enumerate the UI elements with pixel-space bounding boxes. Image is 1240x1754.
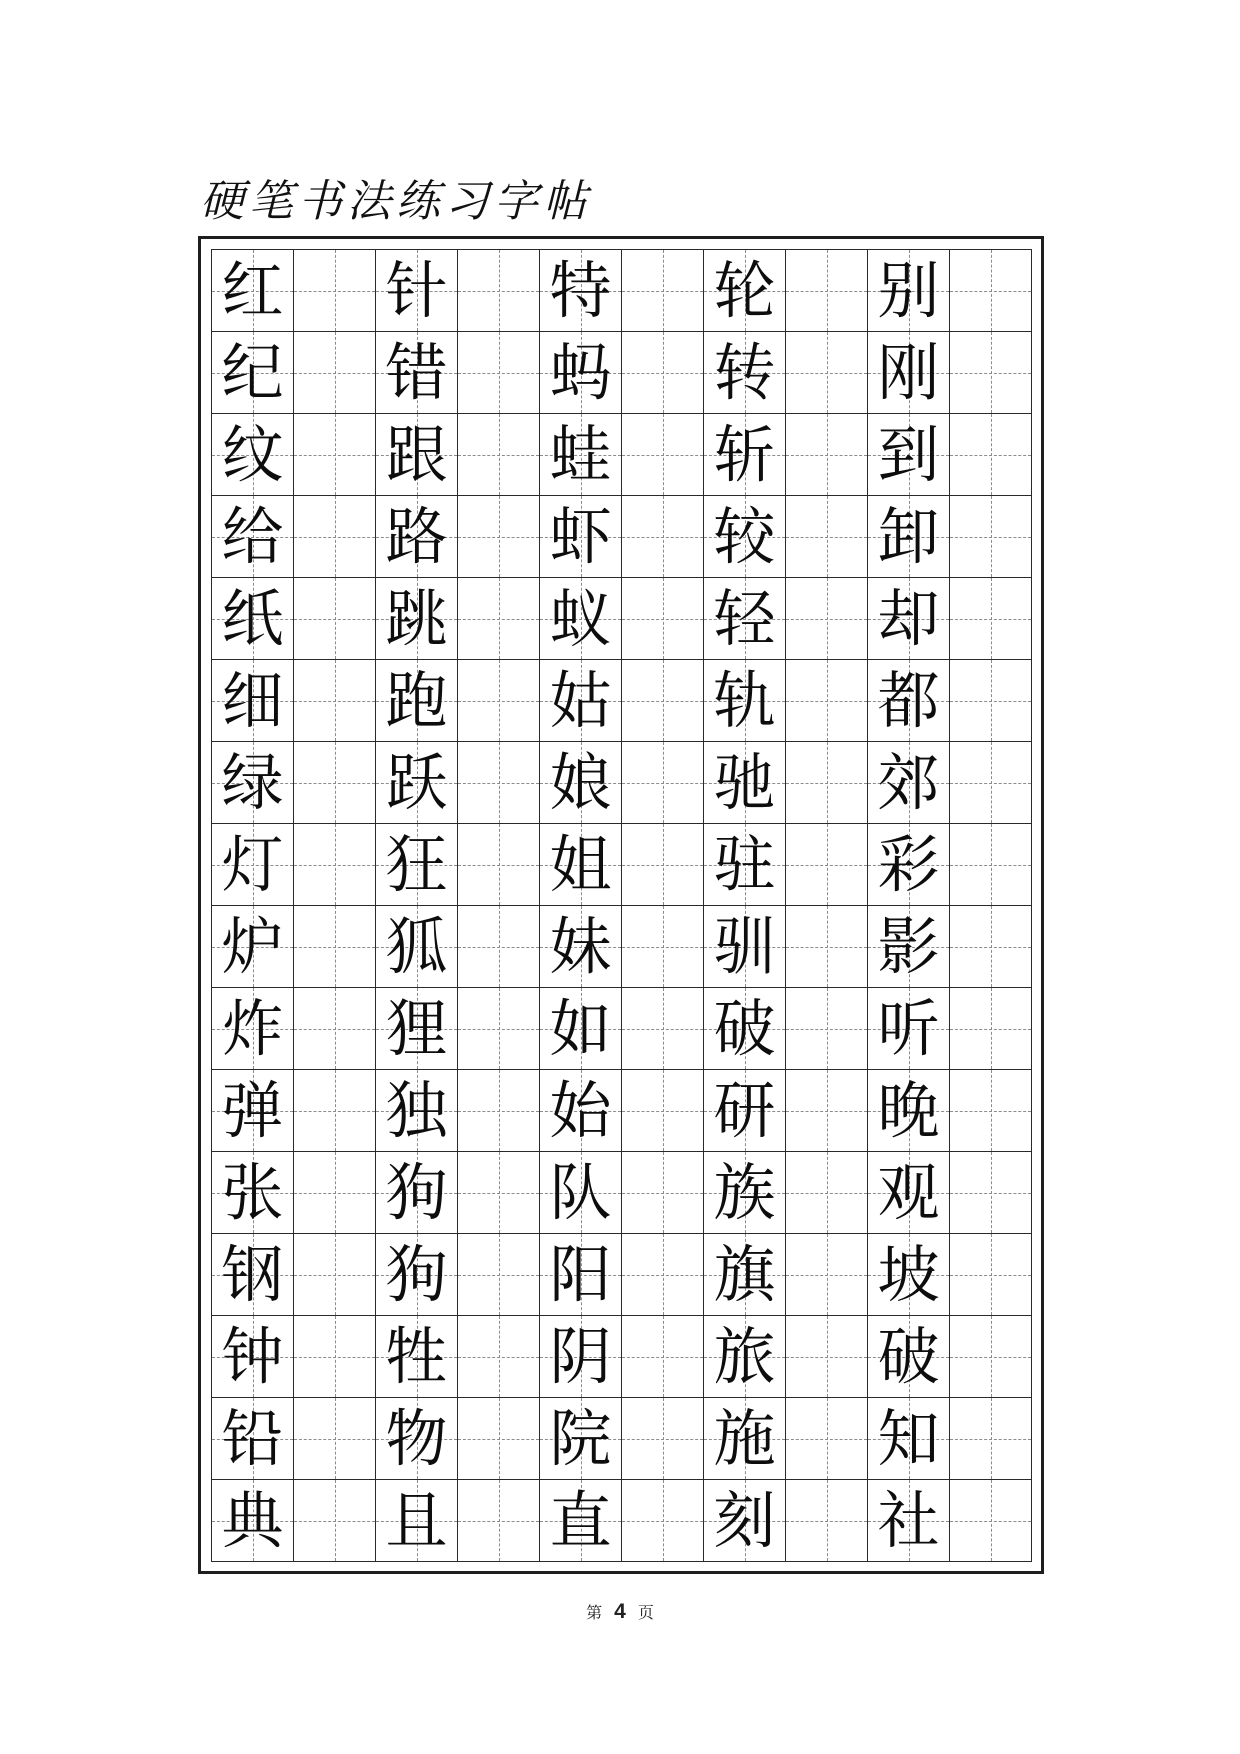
practice-cell xyxy=(786,660,868,742)
character-cell xyxy=(376,1070,458,1152)
model-character: 斩 xyxy=(713,417,776,491)
character-cell xyxy=(376,1480,458,1562)
practice-cell xyxy=(458,1152,540,1234)
model-character: 独 xyxy=(385,1073,448,1147)
practice-cell xyxy=(622,906,704,988)
practice-cell xyxy=(622,742,704,824)
practice-cell xyxy=(786,414,868,496)
character-cell xyxy=(376,1152,458,1234)
model-character: 刚 xyxy=(877,335,940,409)
practice-cell xyxy=(622,578,704,660)
practice-cell xyxy=(294,496,376,578)
practice-cell xyxy=(294,660,376,742)
character-cell xyxy=(868,742,950,824)
practice-cell xyxy=(950,742,1032,824)
practice-cell xyxy=(294,250,376,332)
model-character: 狸 xyxy=(385,991,448,1065)
page-number-prefix: 第 xyxy=(586,1603,603,1622)
model-character: 细 xyxy=(221,663,284,737)
character-cell xyxy=(868,578,950,660)
model-character: 错 xyxy=(385,335,448,409)
model-character: 刻 xyxy=(713,1483,776,1557)
model-character: 到 xyxy=(877,417,940,491)
practice-cell xyxy=(622,414,704,496)
character-cell xyxy=(868,496,950,578)
model-character: 姑 xyxy=(549,663,612,737)
practice-cell xyxy=(458,250,540,332)
practice-cell xyxy=(458,660,540,742)
model-character: 轻 xyxy=(713,581,776,655)
character-cell xyxy=(376,578,458,660)
practice-cell xyxy=(622,988,704,1070)
character-cell xyxy=(704,578,786,660)
character-cell xyxy=(376,906,458,988)
practice-cell xyxy=(950,1070,1032,1152)
practice-cell xyxy=(786,332,868,414)
model-character: 虾 xyxy=(549,499,612,573)
model-character: 驯 xyxy=(713,909,776,983)
page-number-suffix: 页 xyxy=(637,1603,654,1622)
model-character: 蚁 xyxy=(549,581,612,655)
model-character: 直 xyxy=(549,1483,612,1557)
model-character: 狗 xyxy=(385,1237,448,1311)
character-cell xyxy=(212,578,294,660)
practice-cell xyxy=(294,1070,376,1152)
character-cell xyxy=(212,906,294,988)
model-character: 炉 xyxy=(221,909,284,983)
character-cell xyxy=(540,332,622,414)
model-character: 狐 xyxy=(385,909,448,983)
character-cell xyxy=(704,742,786,824)
model-character: 施 xyxy=(713,1401,776,1475)
practice-cell xyxy=(458,578,540,660)
character-cell xyxy=(212,496,294,578)
model-character: 卸 xyxy=(877,499,940,573)
model-character: 听 xyxy=(877,991,940,1065)
practice-cell xyxy=(622,1480,704,1562)
character-cell xyxy=(540,250,622,332)
model-character: 转 xyxy=(713,335,776,409)
practice-cell xyxy=(458,1316,540,1398)
character-cell xyxy=(212,1480,294,1562)
practice-cell xyxy=(786,742,868,824)
model-character: 坡 xyxy=(877,1237,940,1311)
practice-cell xyxy=(786,906,868,988)
character-cell xyxy=(868,660,950,742)
model-character: 知 xyxy=(877,1401,940,1475)
practice-cell xyxy=(950,332,1032,414)
model-character: 影 xyxy=(877,909,940,983)
character-cell xyxy=(704,1398,786,1480)
model-character: 跳 xyxy=(385,581,448,655)
practice-cell xyxy=(294,578,376,660)
character-cell xyxy=(212,1316,294,1398)
character-cell xyxy=(704,1070,786,1152)
character-cell xyxy=(212,988,294,1070)
character-cell xyxy=(868,1234,950,1316)
model-character: 跟 xyxy=(385,417,448,491)
model-character: 妹 xyxy=(549,909,612,983)
page-number xyxy=(0,1600,1240,1624)
model-character: 阴 xyxy=(549,1319,612,1393)
model-character: 破 xyxy=(713,991,776,1065)
practice-cell xyxy=(786,1480,868,1562)
page-title: 硬笔书法练习字帖 xyxy=(200,176,592,227)
model-character: 钟 xyxy=(221,1319,284,1393)
practice-cell xyxy=(458,906,540,988)
practice-cell xyxy=(458,1070,540,1152)
character-cell xyxy=(540,1234,622,1316)
character-cell xyxy=(212,824,294,906)
character-cell xyxy=(868,1152,950,1234)
character-cell xyxy=(212,414,294,496)
practice-cell xyxy=(294,988,376,1070)
character-cell xyxy=(540,414,622,496)
practice-cell xyxy=(786,988,868,1070)
model-character: 且 xyxy=(385,1483,448,1557)
model-character: 却 xyxy=(877,581,940,655)
model-character: 路 xyxy=(385,499,448,573)
character-cell xyxy=(376,988,458,1070)
practice-cell xyxy=(786,824,868,906)
character-cell xyxy=(376,250,458,332)
practice-cell xyxy=(458,742,540,824)
character-cell xyxy=(376,496,458,578)
model-character: 牲 xyxy=(385,1319,448,1393)
character-cell xyxy=(704,1234,786,1316)
model-character: 炸 xyxy=(221,991,284,1065)
character-cell xyxy=(868,1480,950,1562)
character-cell xyxy=(704,1152,786,1234)
model-character: 物 xyxy=(385,1401,448,1475)
practice-cell xyxy=(294,824,376,906)
practice-cell xyxy=(294,742,376,824)
model-character: 弹 xyxy=(221,1073,284,1147)
practice-cell xyxy=(950,496,1032,578)
character-cell xyxy=(376,1234,458,1316)
model-character: 始 xyxy=(549,1073,612,1147)
character-cell xyxy=(540,988,622,1070)
practice-cell xyxy=(950,578,1032,660)
character-cell xyxy=(376,332,458,414)
model-character: 蚂 xyxy=(549,335,612,409)
character-cell xyxy=(868,906,950,988)
character-cell xyxy=(376,414,458,496)
model-character: 纸 xyxy=(221,581,284,655)
model-character: 郊 xyxy=(877,745,940,819)
model-character: 队 xyxy=(549,1155,612,1229)
practice-cell xyxy=(458,824,540,906)
character-cell xyxy=(868,1316,950,1398)
character-cell xyxy=(212,332,294,414)
model-character: 观 xyxy=(877,1155,940,1229)
model-character: 张 xyxy=(221,1155,284,1229)
model-character: 如 xyxy=(549,991,612,1065)
practice-cell xyxy=(622,332,704,414)
character-cell xyxy=(868,824,950,906)
character-cell xyxy=(540,1070,622,1152)
model-character: 驰 xyxy=(713,745,776,819)
character-cell xyxy=(868,1070,950,1152)
character-cell xyxy=(376,660,458,742)
character-cell xyxy=(540,906,622,988)
character-cell xyxy=(704,250,786,332)
model-character: 钢 xyxy=(221,1237,284,1311)
practice-cell xyxy=(458,1480,540,1562)
practice-grid xyxy=(211,249,1032,1562)
model-character: 彩 xyxy=(877,827,940,901)
practice-cell xyxy=(950,660,1032,742)
practice-cell xyxy=(950,1234,1032,1316)
model-character: 跑 xyxy=(385,663,448,737)
model-character: 姐 xyxy=(549,827,612,901)
character-cell xyxy=(704,1480,786,1562)
character-cell xyxy=(540,660,622,742)
model-character: 灯 xyxy=(221,827,284,901)
character-cell xyxy=(704,332,786,414)
practice-cell xyxy=(786,496,868,578)
model-character: 娘 xyxy=(549,745,612,819)
model-character: 破 xyxy=(877,1319,940,1393)
practice-cell xyxy=(294,1480,376,1562)
model-character: 跃 xyxy=(385,745,448,819)
character-cell xyxy=(540,742,622,824)
character-cell xyxy=(212,1234,294,1316)
practice-cell xyxy=(294,906,376,988)
character-cell xyxy=(540,578,622,660)
practice-cell xyxy=(294,414,376,496)
model-character: 狂 xyxy=(385,827,448,901)
practice-cell xyxy=(786,250,868,332)
character-cell xyxy=(376,1316,458,1398)
model-character: 族 xyxy=(713,1155,776,1229)
practice-cell xyxy=(458,332,540,414)
model-character: 给 xyxy=(221,499,284,573)
model-character: 红 xyxy=(221,253,284,327)
character-cell xyxy=(212,660,294,742)
model-character: 晚 xyxy=(877,1073,940,1147)
practice-cell xyxy=(786,1316,868,1398)
model-character: 特 xyxy=(549,253,612,327)
character-cell xyxy=(540,1398,622,1480)
character-cell xyxy=(540,496,622,578)
practice-cell xyxy=(622,1152,704,1234)
model-character: 铅 xyxy=(221,1401,284,1475)
model-character: 蛙 xyxy=(549,417,612,491)
practice-cell xyxy=(294,1398,376,1480)
practice-cell xyxy=(622,1234,704,1316)
practice-cell xyxy=(950,250,1032,332)
practice-cell xyxy=(622,496,704,578)
practice-cell xyxy=(458,496,540,578)
model-character: 都 xyxy=(877,663,940,737)
practice-cell xyxy=(950,824,1032,906)
character-cell xyxy=(212,250,294,332)
character-cell xyxy=(704,1316,786,1398)
character-cell xyxy=(704,988,786,1070)
model-character: 较 xyxy=(713,499,776,573)
practice-cell xyxy=(294,1152,376,1234)
model-character: 轮 xyxy=(713,253,776,327)
practice-cell xyxy=(294,1234,376,1316)
model-character: 典 xyxy=(221,1483,284,1557)
practice-cell xyxy=(622,824,704,906)
model-character: 社 xyxy=(877,1483,940,1557)
model-character: 旗 xyxy=(713,1237,776,1311)
character-cell xyxy=(540,824,622,906)
practice-cell xyxy=(950,414,1032,496)
character-cell xyxy=(868,414,950,496)
practice-cell xyxy=(294,332,376,414)
character-cell xyxy=(212,742,294,824)
character-cell xyxy=(376,1398,458,1480)
character-cell xyxy=(540,1480,622,1562)
character-cell xyxy=(212,1070,294,1152)
model-character: 别 xyxy=(877,253,940,327)
practice-cell xyxy=(786,1398,868,1480)
model-character: 院 xyxy=(549,1401,612,1475)
model-character: 纪 xyxy=(221,335,284,409)
character-cell xyxy=(704,414,786,496)
practice-cell xyxy=(458,988,540,1070)
practice-cell xyxy=(622,250,704,332)
practice-cell xyxy=(786,578,868,660)
model-character: 旅 xyxy=(713,1319,776,1393)
character-cell xyxy=(540,1316,622,1398)
character-cell xyxy=(868,988,950,1070)
character-cell xyxy=(868,250,950,332)
character-cell xyxy=(868,1398,950,1480)
character-cell xyxy=(868,332,950,414)
model-character: 针 xyxy=(385,253,448,327)
model-character: 驻 xyxy=(713,827,776,901)
practice-cell xyxy=(786,1152,868,1234)
practice-cell xyxy=(950,1152,1032,1234)
practice-cell xyxy=(622,1070,704,1152)
model-character: 轨 xyxy=(713,663,776,737)
model-character: 阳 xyxy=(549,1237,612,1311)
practice-cell xyxy=(950,1316,1032,1398)
practice-cell xyxy=(622,660,704,742)
model-character: 绿 xyxy=(221,745,284,819)
practice-cell xyxy=(950,906,1032,988)
model-character: 纹 xyxy=(221,417,284,491)
model-character: 研 xyxy=(713,1073,776,1147)
practice-cell xyxy=(458,1398,540,1480)
practice-cell xyxy=(950,1480,1032,1562)
practice-cell xyxy=(458,414,540,496)
model-character: 狗 xyxy=(385,1155,448,1229)
character-cell xyxy=(212,1152,294,1234)
character-cell xyxy=(376,824,458,906)
character-cell xyxy=(376,742,458,824)
character-cell xyxy=(704,496,786,578)
page-number-value: 4 xyxy=(614,1600,626,1623)
practice-cell xyxy=(950,1398,1032,1480)
practice-cell xyxy=(294,1316,376,1398)
character-cell xyxy=(212,1398,294,1480)
character-cell xyxy=(704,660,786,742)
practice-cell xyxy=(622,1316,704,1398)
practice-cell xyxy=(786,1070,868,1152)
character-cell xyxy=(704,824,786,906)
practice-cell xyxy=(950,988,1032,1070)
practice-cell xyxy=(786,1234,868,1316)
character-cell xyxy=(704,906,786,988)
practice-cell xyxy=(458,1234,540,1316)
practice-cell xyxy=(622,1398,704,1480)
character-cell xyxy=(540,1152,622,1234)
